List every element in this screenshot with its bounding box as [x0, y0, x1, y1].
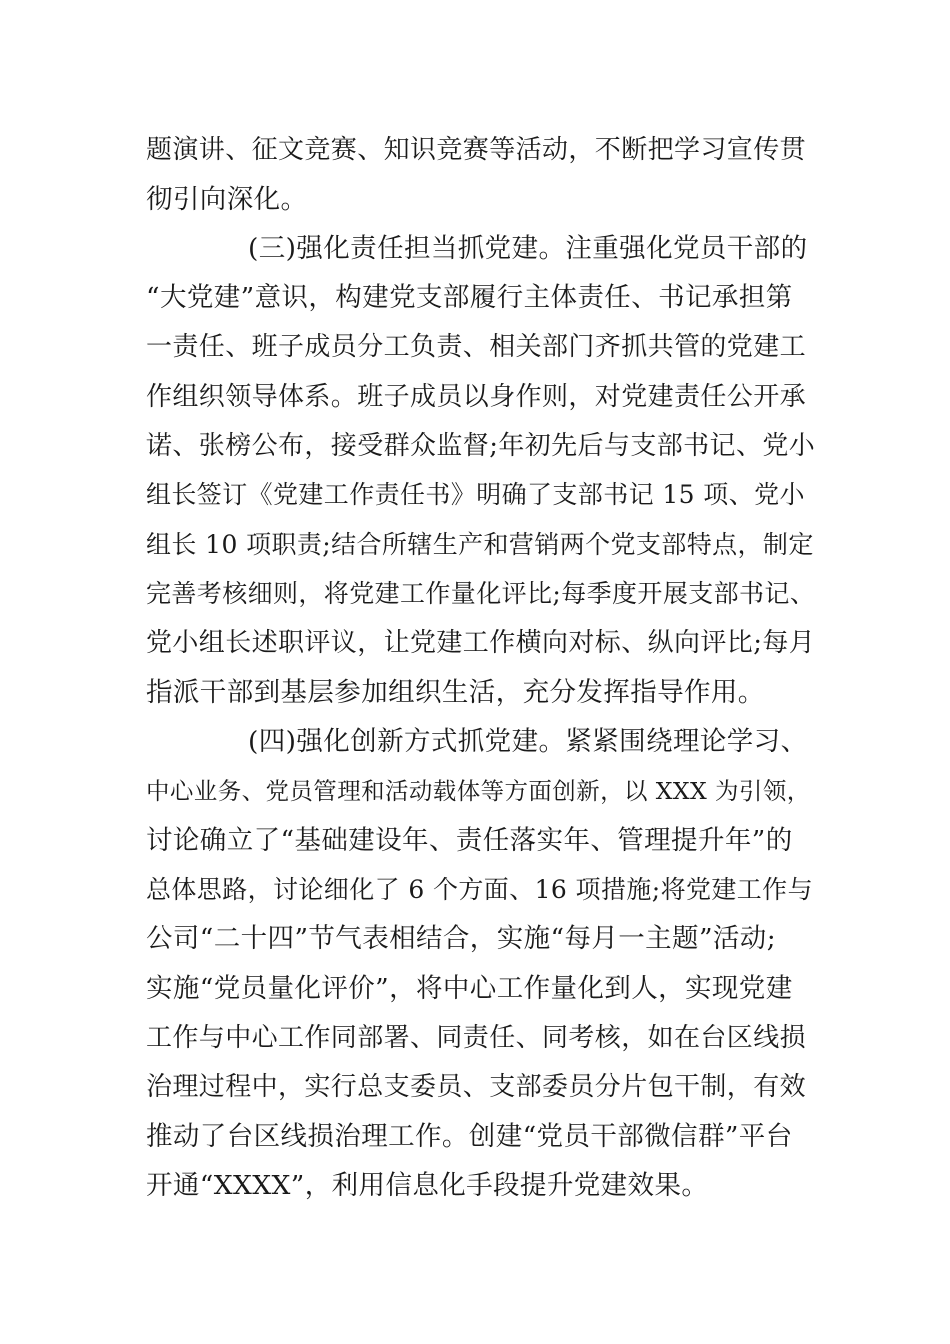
text-line: 治理过程中，实行总支委员、支部委员分片包干制，有效	[146, 1072, 807, 1102]
section-heading-line: (四)强化创新方式抓党建。紧紧围绕理论学习、	[248, 726, 808, 757]
text-line: 题演讲、征文竞赛、知识竞赛等活动，不断把学习宣传贯	[146, 135, 807, 165]
text-line: 彻引向深化。	[146, 184, 308, 215]
text-line: 工作与中心工作同部署、同责任、同考核，如在台区线损	[146, 1023, 807, 1053]
text-line: “大党建”意识，构建党支部履行主体责任、书记承担第	[146, 282, 793, 313]
text-line: 组长 10 项职责;结合所辖生产和营销两个党支部特点，制定	[146, 530, 814, 559]
section-heading-line: (三)强化责任担当抓党建。注重强化党员干部的	[248, 233, 808, 264]
text-line: 完善考核细则，将党建工作量化评比;每季度开展支部书记、	[146, 579, 816, 608]
text-line: 推动了台区线损治理工作。创建“党员干部微信群”平台	[146, 1121, 793, 1152]
text-line: 作组织领导体系。班子成员以身作则，对党建责任公开承	[146, 382, 807, 412]
text-line: 诺、张榜公布，接受群众监督;年初先后与支部书记、党小	[146, 431, 816, 461]
text-line: 开通“XXXX”，利用信息化手段提升党建效果。	[146, 1170, 709, 1201]
text-line: 公司“二十四”节气表相结合，实施“每月一主题”活动;	[146, 923, 777, 954]
text-line: 党小组长述职评议，让党建工作横向对标、纵向评比;每月	[146, 628, 816, 658]
text-line: 组长签订《党建工作责任书》明确了支部书记 15 项、党小	[146, 480, 805, 509]
text-line: 一责任、班子成员分工负责、相关部门齐抓共管的党建工	[146, 332, 807, 362]
text-line: 中心业务、党员管理和活动载体等方面创新，以 XXX 为引领，	[146, 777, 811, 805]
text-line: 总体思路，讨论细化了 6 个方面、16 项措施;将党建工作与	[146, 875, 813, 904]
text-line: 指派干部到基层参加组织生活，充分发挥指导作用。	[146, 677, 765, 708]
text-line: 讨论确立了“基础建设年、责任落实年、管理提升年”的	[146, 825, 793, 856]
text-line: 实施“党员量化评价”，将中心工作量化到人，实现党建	[146, 973, 793, 1004]
